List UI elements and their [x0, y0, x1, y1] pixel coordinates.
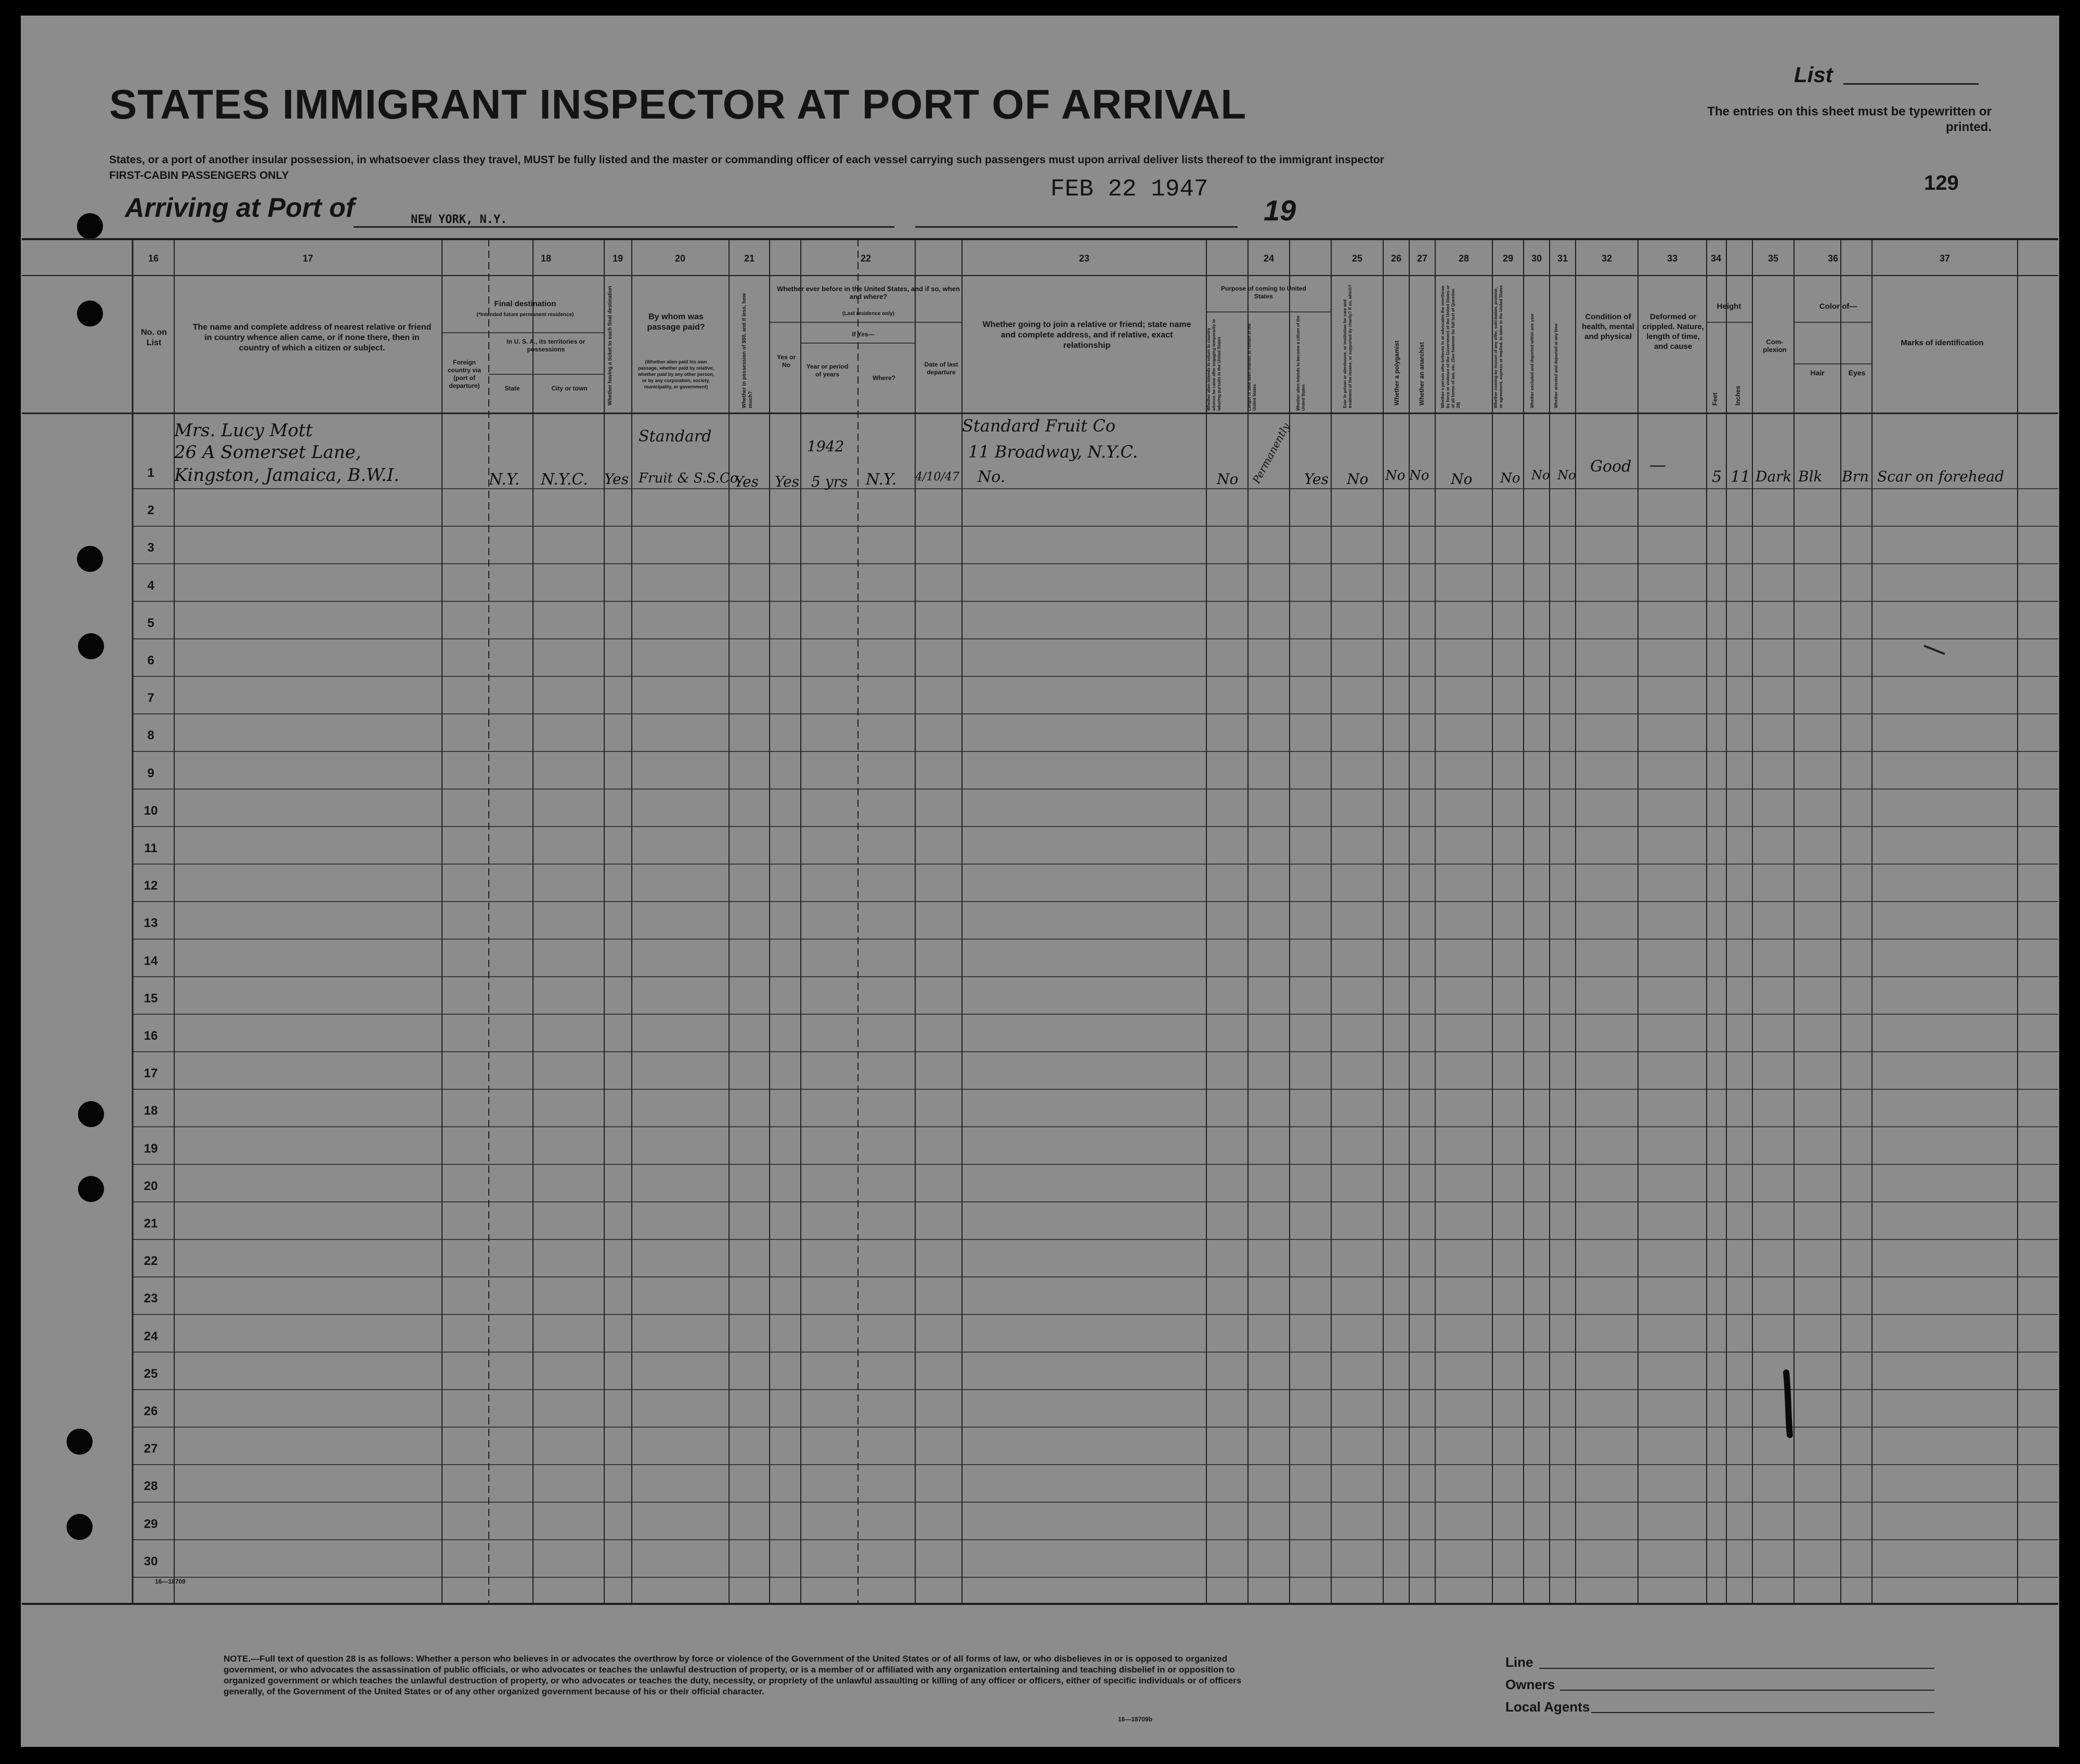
eyes-value: Brn: [1842, 468, 1869, 485]
row-number: 7: [147, 691, 154, 705]
arriving-label: Arriving at Port of: [125, 193, 355, 223]
owners-label: Owners: [1505, 1677, 1555, 1692]
column-number: 27: [1416, 253, 1428, 264]
joining-line3: No.: [978, 468, 1006, 486]
line-field: [1539, 1668, 1934, 1669]
before-us-year: 1942: [807, 438, 844, 455]
header-passage-paid: By whom was passage paid?: [647, 312, 705, 332]
header-joining: Whether going to join a relative or friend; state name and complete address, and if relative, exact relationship: [982, 320, 1191, 350]
column-number: 25: [1351, 253, 1363, 264]
header-no-on-list: No. on List: [141, 328, 167, 347]
q28-value: No: [1451, 471, 1473, 488]
header-year-period: Year or period of years: [806, 363, 849, 378]
relative-address: 26 A Somerset Lane,: [174, 442, 361, 463]
row-number: 1: [147, 466, 154, 480]
column-number: 23: [1078, 253, 1090, 264]
row-number: 22: [144, 1254, 158, 1269]
q31-value: No: [1557, 468, 1576, 482]
row-number: 16: [144, 1029, 158, 1043]
header-final-destination-sub: (*Intended future permanent residence): [476, 312, 574, 318]
row-number: 25: [144, 1366, 158, 1381]
column-number: 34: [1710, 253, 1722, 264]
row-number: 30: [144, 1554, 158, 1569]
port-stamp: NEW YORK, N.Y.: [411, 213, 508, 226]
joining-line2: 11 Broadway, N.Y.C.: [968, 442, 1138, 462]
column-number: 32: [1601, 253, 1613, 264]
row-number: 19: [144, 1141, 158, 1156]
header-complexion: Com-plexion: [1763, 338, 1787, 354]
money-value: Yes: [734, 473, 759, 490]
height-feet: 5: [1712, 468, 1722, 486]
header-before-us: Whether ever before in the United States, and if so, when and where?: [777, 285, 960, 300]
column-number: 35: [1767, 253, 1779, 264]
row-number: 10: [144, 803, 158, 818]
header-last-departure: Date of last departure: [924, 361, 958, 376]
header-deformed: Deformed or crippled. Nature, length of time, and cause: [1642, 312, 1704, 351]
health-value: Good: [1590, 458, 1632, 476]
complexion-value: Dark: [1756, 468, 1792, 485]
row-number: 24: [144, 1329, 158, 1343]
column-number: 21: [744, 253, 755, 264]
q26-value: No: [1385, 468, 1406, 484]
row-number: 18: [144, 1104, 158, 1118]
header-purpose: Purpose of coming to United States: [1221, 285, 1306, 300]
header-yes-no: Yes or No: [776, 354, 796, 369]
destination-city: N.Y.C.: [541, 471, 588, 489]
list-label: List: [1794, 62, 1833, 87]
row-number: 29: [144, 1517, 158, 1531]
passage-paid-line1: Standard: [639, 427, 712, 446]
header-q29: Whether coming by reason of any offer, solicitation, promise, or agreement, express or implied, to labor in the United States: [1493, 285, 1503, 408]
question-28-footnote: NOTE.—Full text of question 28 is as follows: Whether a person who believes in or advocates the overthrow by force or violence of the Government of the United States or of all forms of law, or who disbelieves in or is opposed to organized government, or who advocates the assassination of public officials, or who advocates or teaches the unlawful destruction of property, or is a member of or affiliated with any organization entertaining and teaching disbelief in or opposition to organized government or which teaches the unlawful destruction of property, or who advocates or teaches the duty, necessity, or propriety of the unlawful assaulting or killing of any officer or officers, either of specific individuals or of officers generally, of the Government of the United States or of any other organized government because of his or their official character.: [224, 1654, 1242, 1696]
header-q28: Whether a person who believes in or advocates the overthrow by force or violence of the Government of the United States or of all forms of law, etc. (See footnote for full text of Question 28): [1440, 285, 1461, 408]
header-foreign-country: Foreign country via (port of departure): [447, 359, 482, 389]
before-us-period: 5 yrs: [811, 473, 848, 490]
header-height: Height: [1717, 302, 1741, 311]
local-agents-label: Local Agents: [1505, 1699, 1590, 1715]
header-if-yes: If Yes—: [852, 331, 875, 338]
header-prison: Ever in prison or almshouse, or institution for care and treatment of the insane, or supported by charity? If so, which?: [1343, 284, 1353, 408]
joining-line1: Standard Fruit Co: [962, 416, 1116, 436]
column-number: 19: [612, 253, 623, 264]
column-number: 24: [1263, 253, 1275, 264]
form-number: 16—18709: [155, 1578, 186, 1585]
row-number: 15: [144, 991, 158, 1005]
header-q31: Whether arrested and deported at any time: [1554, 323, 1558, 408]
purpose-citizen-value: Yes: [1304, 471, 1329, 488]
before-us-value: Yes: [775, 473, 799, 490]
row-number: 4: [147, 578, 154, 593]
header-color-of: Color of—: [1819, 302, 1857, 311]
column-number: 28: [1458, 253, 1470, 264]
header-ticket: Whether having a ticket to such final destination: [607, 285, 613, 406]
row-number: 6: [147, 654, 154, 668]
page-title: STATES IMMIGRANT INSPECTOR AT PORT OF ARRIVAL: [109, 81, 1247, 127]
header-purpose-return: Whether alien intends to return to country whence he came after engaging temporarily in laboring pursuits in the United States: [1206, 319, 1221, 411]
column-number: 33: [1667, 253, 1678, 264]
column-number: 26: [1390, 253, 1402, 264]
column-number: 30: [1531, 253, 1542, 264]
purpose-length-value: Permanently: [1250, 421, 1293, 486]
column-number: 16: [148, 253, 159, 264]
row-number: 17: [144, 1066, 158, 1081]
last-departure-date: 4/10/47: [915, 471, 959, 484]
header-relative: The name and complete address of nearest relative or friend in country whence alien came, or if none there, then in country of which a citizen or subject.: [192, 323, 432, 352]
header-passage-paid-sub: (Whether alien paid his own passage, whether paid by relative, whether paid by any other person, or by any corporation, society, municipality, or government): [638, 359, 714, 389]
purpose-return-value: No: [1217, 471, 1239, 488]
column-number: 31: [1557, 253, 1568, 264]
header-final-destination: Final destination: [494, 299, 556, 308]
row-number: 28: [144, 1479, 158, 1494]
row-number: 21: [144, 1217, 158, 1231]
sheet-number: 129: [1924, 172, 1959, 194]
row-number: 26: [144, 1404, 158, 1418]
header-health: Condition of health, mental and physical: [1582, 312, 1634, 341]
q30-value: No: [1531, 468, 1550, 482]
entries-note: The entries on this sheet must be typewritten or printed.: [1707, 104, 1992, 134]
height-inches: 11: [1731, 468, 1751, 486]
q27-value: No: [1409, 468, 1429, 484]
header-polygamist: Whether a polygamist: [1393, 341, 1400, 406]
column-number: 36: [1827, 253, 1839, 264]
form-number-bottom: 16—18709b: [1118, 1716, 1153, 1723]
header-marks: Marks of identification: [1901, 338, 1984, 347]
ticket-value: Yes: [604, 471, 629, 488]
destination-state: N.Y.: [489, 471, 520, 489]
column-number: 37: [1939, 253, 1951, 264]
header-purpose-length: Length of time alien intends to remain in the United States: [1247, 323, 1257, 411]
row-number: 2: [147, 503, 154, 518]
q29-value: No: [1500, 471, 1520, 486]
row-number: 5: [147, 616, 154, 630]
header-before-us-sub: (Last residence only): [842, 311, 895, 317]
row-number: 3: [147, 541, 154, 555]
header-eyes: Eyes: [1848, 369, 1866, 377]
column-number: 18: [540, 253, 552, 264]
row-number: 14: [144, 953, 158, 968]
marks-value: Scar on forehead: [1877, 468, 2005, 485]
subtitle-text: States, or a port of another insular possession, in whatsoever class they travel, MUST be fully listed and the master or commanding officer of each vessel carrying such passengers must upon arrival deliver lists thereof to the immigrant inspector: [109, 154, 1384, 166]
hair-value: Blk: [1798, 468, 1823, 485]
before-us-where: N.Y.: [866, 471, 897, 489]
header-anarchist: Whether an anarchist: [1418, 342, 1425, 406]
row-number: 13: [144, 916, 158, 931]
header-feet: Feet: [1711, 393, 1719, 406]
relative-city: Kingston, Jamaica, B.W.I.: [174, 465, 400, 486]
row-number: 20: [144, 1179, 158, 1193]
q25-value: No: [1347, 471, 1369, 488]
local-agents-field: [1591, 1712, 1934, 1713]
row-number: 27: [144, 1442, 158, 1456]
year-label: 19: [1264, 194, 1296, 227]
row-number: 11: [144, 841, 158, 855]
owners-field: [1560, 1690, 1934, 1691]
header-state: State: [504, 385, 520, 392]
header-inches: Inches: [1734, 385, 1741, 406]
header-where: Where?: [872, 374, 895, 382]
row-number: 12: [144, 879, 158, 893]
column-number: 29: [1502, 253, 1514, 264]
row-number: 8: [147, 728, 154, 743]
deformed-value: —: [1649, 455, 1666, 475]
header-purpose-citizen: Whether alien intends to become a citizen of the United States: [1296, 315, 1306, 411]
header-in-usa: In U. S. A., its territories or possessions: [506, 338, 586, 353]
date-stamp: FEB 22 1947: [1050, 176, 1208, 203]
row-number: 9: [147, 766, 154, 780]
header-money: Whether in possession of $50, and if less, how much?: [742, 293, 753, 408]
row-number: 23: [144, 1291, 158, 1306]
passage-paid-line2: Fruit & S.S.Co.: [639, 471, 743, 486]
header-hair: Hair: [1810, 369, 1825, 377]
cabin-class-label: FIRST-CABIN PASSENGERS ONLY: [109, 169, 289, 181]
header-q30: Whether excluded and deported within one year: [1530, 313, 1535, 408]
header-city: City or town: [551, 385, 588, 392]
relative-name: Mrs. Lucy Mott: [174, 420, 313, 441]
column-number: 22: [860, 253, 872, 264]
column-number: 17: [302, 253, 314, 264]
line-label: Line: [1505, 1654, 1533, 1670]
column-number: 20: [674, 253, 686, 264]
